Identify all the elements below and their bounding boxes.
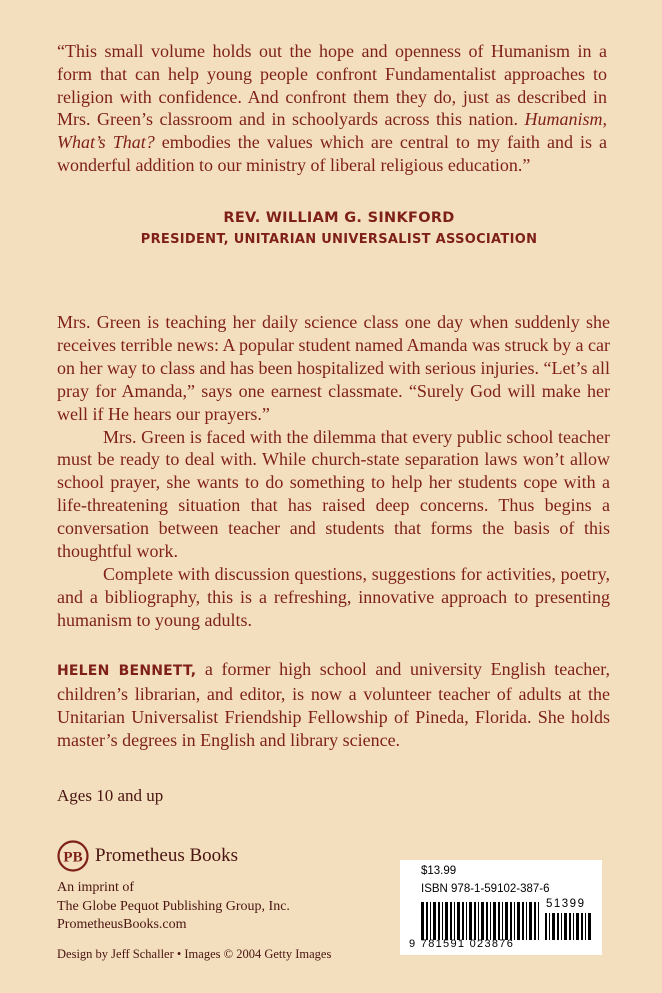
barcode-addon-number: 51399: [546, 898, 586, 910]
description-paragraph: Mrs. Green is faced with the dilemma that every public school teacher must be ready to deal with. While church-state separation laws won’t allow school prayer, she wants to do something to help her students cope with a life-threatening situation that has raised deep concerns. Thus begins a conversation between teacher and students that forms the basis of this thoughtful work.: [57, 426, 610, 562]
publisher-logo: [57, 840, 238, 872]
svg-text:PB: PB: [63, 849, 83, 866]
quote-text-end: embodies the values which are central to my faith and is a wonderful addition to our ministry of liberal religious education.”: [57, 132, 608, 175]
publisher-imprint: [57, 879, 290, 935]
price: $13.99: [421, 865, 457, 877]
imprint-line: An imprint of: [57, 880, 134, 895]
pb-monogram-icon: [57, 840, 89, 872]
endorser-title: PRESIDENT, UNITARIAN UNIVERSALIST ASSOCIATION: [140, 232, 538, 247]
design-credits: Design by Jeff Schaller • Images © 2004 Getty Images: [57, 947, 332, 961]
description-paragraph: Complete with discussion questions, suggestions for activities, poetry, and a bibliography, this is a refreshing, innovative approach to presenting humanism to young adults.: [57, 563, 610, 630]
author-bio: [57, 658, 610, 752]
imprint-line: The Globe Pequot Publishing Group, Inc.: [57, 898, 290, 914]
description-paragraph: Mrs. Green is teaching her daily science class one day when suddenly she receives terrible news: A popular student named Amanda was struck by a car on her way to class and has been hospitalized with serious injuries. “Let’s all pray for Amanda,” says one earnest classmate. “Surely God will make her well if He hears our prayers.”: [57, 312, 610, 424]
publisher-name: Prometheus Books: [95, 845, 239, 866]
author-bio-text: a former high school and university English teacher, children’s librarian, and editor, is now a volunteer teacher of adults at the Unitarian Universalist Friendship Fellowship of Pineda, Florida. She holds master’s degrees in English and library science.: [57, 659, 611, 750]
endorser-name: REV. WILLIAM G. SINKFORD: [223, 210, 455, 226]
addon-barcode-bars: [543, 913, 593, 940]
endorsement-quote: [57, 40, 607, 177]
publisher-website: PrometheusBooks.com: [57, 917, 187, 932]
quote-text-start: “This small volume holds out the hope and openness of Humanism in a form that can help young people confront Fundamentalist approaches to religion with confidence. And confront them they do, just as described in Mrs. Green’s classroom and in schoolyards across this nation.: [57, 41, 607, 130]
quote-book-title: Humanism, What’s That?: [57, 109, 608, 153]
book-description: [57, 311, 610, 632]
age-range: Ages 10 and up: [57, 786, 164, 805]
barcode-panel: [400, 860, 602, 955]
barcode-bars: [419, 902, 541, 940]
author-name: HELEN BENNETT,: [57, 663, 197, 679]
barcode-ean-number: 9 781591 023876: [409, 938, 515, 950]
isbn: ISBN 978-1-59102-387-6: [421, 883, 550, 895]
